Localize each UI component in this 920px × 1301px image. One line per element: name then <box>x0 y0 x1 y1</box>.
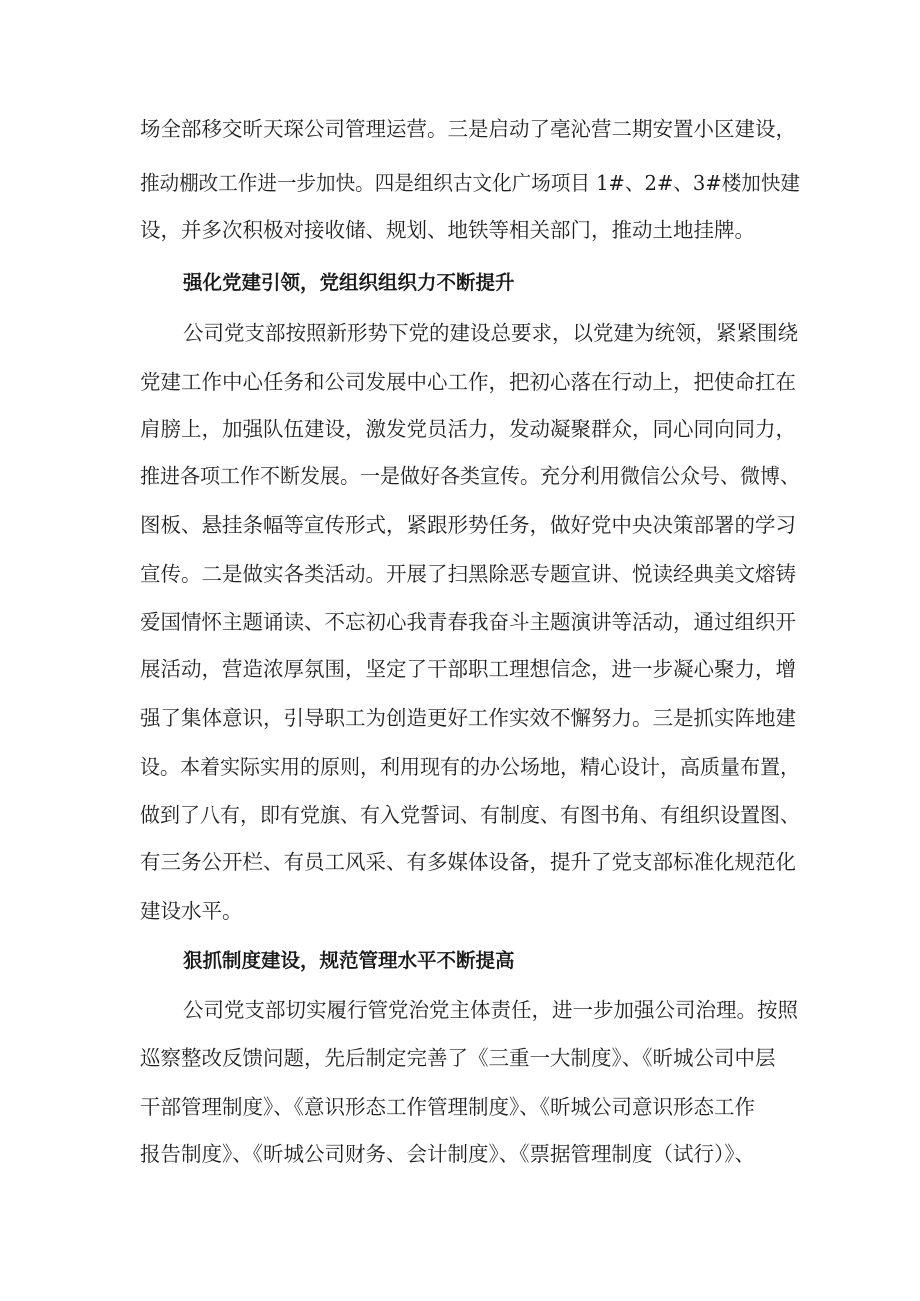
section-heading-system-building <box>0 946 920 976</box>
paragraph-3-line-text: 公司党支部切实履行管党治党主体责任，进一步加强公司治理。按照 <box>183 998 798 1022</box>
paragraph-3-line <box>0 1139 920 1169</box>
paragraph-2-line <box>0 654 920 684</box>
paragraph-2-line <box>0 559 920 589</box>
paragraph-2-line <box>0 414 920 444</box>
section-heading-text: 强化党建引领，党组织组织力不断提升 <box>183 271 515 294</box>
paragraph-2-line-text: 设。本着实际实用的原则，利用现有的办公场地，精心设计，高质量布置， <box>140 755 800 779</box>
paragraph-2-line-text: 有三务公开栏、有员工风采、有多媒体设备，提升了党支部标准化规范化 <box>140 850 796 874</box>
paragraph-2-line <box>0 318 920 348</box>
section-heading-party-building <box>0 268 920 298</box>
paragraph-2-line-text: 爱国情怀主题诵读、不忘初心我青春我奋斗主题演讲等活动，通过组织开 <box>140 610 796 634</box>
paragraph-3-line <box>0 995 920 1025</box>
paragraph-2-line <box>0 896 920 926</box>
paragraph-1-line <box>0 168 920 198</box>
paragraph-3-line <box>0 1043 920 1073</box>
paragraph-2-line <box>0 800 920 830</box>
paragraph-2-line-text: 展活动，营造浓厚氛围，坚定了干部职工理想信念，进一步凝心聚力，增 <box>140 657 796 681</box>
paragraph-2-line <box>0 703 920 733</box>
paragraph-1-line-text: 设，并多次积极对接收储、规划、地铁等相关部门，推动土地挂牌。 <box>140 218 755 242</box>
paragraph-1-line <box>0 114 920 144</box>
paragraph-2-line <box>0 847 920 877</box>
paragraph-3-line <box>0 1092 920 1122</box>
paragraph-2-line <box>0 510 920 540</box>
paragraph-2-line-text: 宣传。二是做实各类活动。开展了扫黑除恶专题宣讲、悦读经典美文熔铸 <box>140 562 796 586</box>
paragraph-2-line <box>0 461 920 491</box>
section-heading-text: 狠抓制度建设，规范管理水平不断提高 <box>183 949 515 972</box>
paragraph-2-line-text: 肩膀上，加强队伍建设，激发党员活力，发动凝聚群众，同心同向同力， <box>140 417 796 441</box>
paragraph-2-line <box>0 752 920 782</box>
paragraph-2-line-text: 推进各项工作不断发展。一是做好各类宣传。充分利用微信公众号、微博、 <box>140 464 800 488</box>
paragraph-2-line-text: 党建工作中心任务和公司发展中心工作，把初心落在行动上，把使命扛在 <box>140 370 796 394</box>
paragraph-2-line-text: 图板、悬挂条幅等宣传形式，紧跟形势任务，做好党中央决策部署的学习 <box>140 513 796 537</box>
paragraph-2-line-text: 做到了八有，即有党旗、有入党誓词、有制度、有图书角、有组织设置图、 <box>140 803 800 827</box>
paragraph-1-line-text: 推动棚改工作进一步加快。四是组织古文化广场项目 1#、2#、3#楼加快建 <box>140 171 800 195</box>
paragraph-1-line-text: 场全部移交昕天琛公司管理运营。三是启动了亳沁营二期安置小区建设， <box>140 117 796 141</box>
paragraph-2-line-text: 建设水平。 <box>140 899 243 923</box>
paragraph-3-line-text: 报告制度》、《昕城公司财务、会计制度》、《票据管理制度（试行）》、 <box>140 1142 755 1166</box>
paragraph-3-line-text: 巡察整改反馈问题，先后制定完善了《三重一大制度》、《昕城公司中层 <box>140 1046 776 1070</box>
paragraph-2-line <box>0 607 920 637</box>
paragraph-3-line-text: 干部管理制度》、《意识形态工作管理制度》、《昕城公司意识形态工作 <box>140 1095 755 1119</box>
paragraph-2-line <box>0 367 920 397</box>
paragraph-1-line <box>0 215 920 245</box>
paragraph-2-line-text: 强了集体意识，引导职工为创造更好工作实效不懈努力。三是抓实阵地建 <box>140 706 796 730</box>
paragraph-2-line-text: 公司党支部按照新形势下党的建设总要求，以党建为统领，紧紧围绕 <box>183 321 798 345</box>
